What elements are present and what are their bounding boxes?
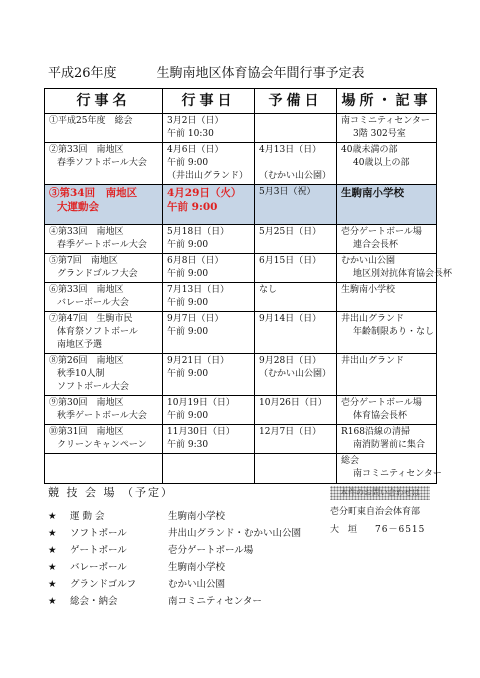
cell-event-date	[163, 114, 255, 143]
cell-event-date	[163, 396, 255, 425]
event-date-line: 午前 9:00	[167, 240, 209, 250]
venue-label: 総会・納会	[70, 596, 118, 607]
venue-item	[48, 576, 225, 590]
venue-item	[48, 559, 225, 573]
reserve-date-line: 5月25日（日）	[259, 227, 322, 237]
event-name-line: ⑦第47回 生駒市民	[49, 314, 133, 324]
event-date-line: 3月2日（日）	[167, 116, 224, 126]
cell-reserve-date	[255, 425, 337, 454]
event-name-line: 大運動会	[57, 201, 99, 213]
star-icon: ★	[48, 596, 57, 607]
event-name-line: 南地区予選	[57, 340, 103, 350]
venues-title: 競 技 会 場 （予定）	[48, 486, 174, 499]
event-date-line: 午前 9:00	[167, 411, 209, 421]
table-row	[45, 425, 437, 454]
event-name-line: ソフトボール大会	[57, 382, 129, 392]
cell-event-date	[163, 283, 255, 312]
cell-event-name	[45, 114, 163, 143]
cell-event-date	[163, 354, 255, 396]
event-name-line: クリーンキャンペーン	[57, 440, 147, 450]
place-notes-line: 年齢制限あり・なし	[353, 327, 435, 337]
contact-org: 壱分町東自治会体育部	[330, 507, 421, 517]
schedule-title: 生駒南地区体育協会年間行事予定表	[156, 66, 365, 81]
event-name-line: ⑨第30回 南地区	[49, 398, 124, 408]
star-icon: ★	[48, 545, 57, 556]
reserve-date-line: 9月14日（日）	[259, 314, 322, 324]
contact-heading: 本件のお問い合わせは	[330, 486, 430, 500]
cell-place-notes	[337, 454, 442, 484]
reserve-date-line	[259, 157, 332, 170]
place-notes-line: 連合会長杯	[353, 240, 399, 250]
place-notes-line: 壱分ゲートボール場	[341, 227, 422, 237]
header-reserve-date: 予備日	[255, 89, 337, 114]
event-date-line: 午前 9:00	[167, 298, 209, 308]
cell-event-date	[163, 254, 255, 283]
cell-event-date	[163, 454, 255, 484]
event-date-line: 5月18日（日）	[167, 227, 230, 237]
table-row	[45, 396, 437, 425]
cell-reserve-date	[255, 143, 337, 185]
schedule-table	[44, 88, 453, 484]
venue-label: 運 動 会	[70, 511, 105, 522]
table-row	[45, 283, 437, 312]
table-row	[45, 454, 437, 484]
cell-place-notes	[337, 225, 437, 254]
event-date-line: 4月6日（日）	[167, 145, 224, 155]
place-notes-line: 南コミニティセンター	[353, 469, 442, 479]
venue-place: 生駒南小学校	[168, 562, 226, 573]
reserve-date-line: 12月7日（日）	[259, 427, 322, 437]
place-notes-line: 井出山グランド	[341, 314, 405, 324]
cell-event-date	[163, 143, 255, 185]
table-row	[45, 225, 437, 254]
event-name-line: 秋季ゲートボール大会	[57, 411, 147, 421]
place-notes-line: 生駒南小学校	[341, 187, 404, 199]
event-date-line: 午前 9:00	[167, 327, 209, 337]
venue-label: ゲートボール	[70, 545, 127, 556]
cell-place-notes	[337, 185, 437, 225]
cell-place-notes	[337, 283, 437, 312]
place-notes-line: 3階 302号室	[353, 129, 406, 139]
cell-place-notes	[337, 425, 437, 454]
reserve-date-line: なし	[259, 285, 278, 295]
event-date-line: 午前 9:00	[167, 369, 209, 379]
contact-phone: 76－6515	[375, 525, 426, 535]
cell-reserve-date	[255, 114, 337, 143]
venue-place: 生駒南小学校	[168, 511, 226, 522]
event-date-line: 11月30日（日）	[167, 427, 235, 437]
event-name-line	[49, 455, 158, 468]
place-notes-line: 40歳以上の部	[353, 158, 410, 168]
event-date-line: 午前 9:00	[167, 269, 209, 279]
reserve-date-line: （むかい山公園）	[259, 369, 332, 379]
place-notes-line: 40歳未満の部	[341, 145, 398, 155]
cell-place-notes	[337, 354, 437, 396]
cell-reserve-date	[255, 254, 337, 283]
event-date-line: （井出山グランド）	[167, 171, 249, 181]
header-event-name: 行事名	[45, 89, 163, 114]
cell-event-date	[163, 425, 255, 454]
event-name-line: グランドゴルフ大会	[57, 269, 138, 279]
event-name-line: ①平成25年度 総会	[49, 116, 133, 126]
cell-event-name	[45, 396, 163, 425]
cell-event-name	[45, 143, 163, 185]
event-date-line: 午前 10:30	[167, 129, 214, 139]
venue-place: 井出山グランド・むかい山公園	[168, 528, 302, 539]
event-date-line: 午前 9:30	[167, 440, 209, 450]
table-row	[45, 254, 437, 283]
event-date-line: 4月29日（火）	[167, 187, 242, 199]
cell-reserve-date	[255, 454, 337, 484]
event-name-line: バレーボール大会	[57, 298, 129, 308]
place-notes-line: 南消防署前に集合	[353, 440, 426, 450]
event-date-line: 10月19日（日）	[167, 398, 235, 408]
reserve-date-line: （むかい山公園）	[259, 171, 332, 181]
cell-event-name	[45, 454, 163, 484]
event-name-line: 体育祭ソフトボール	[57, 327, 138, 337]
document-title	[48, 62, 365, 81]
table-row	[45, 114, 437, 143]
event-name-line: ⑥第33回 南地区	[49, 285, 124, 295]
reserve-date-line	[259, 455, 332, 468]
reserve-date-line: 4月13日（日）	[259, 145, 322, 155]
cell-place-notes	[337, 114, 437, 143]
venue-place: むかい山公園	[168, 579, 226, 590]
event-date-line: 6月8日（日）	[167, 256, 224, 266]
event-name-line: 春季ソフトボール大会	[57, 158, 147, 168]
event-date-line: 9月7日（日）	[167, 314, 224, 324]
venue-label: バレーボール	[70, 562, 127, 573]
cell-reserve-date	[255, 396, 337, 425]
venue-item	[48, 525, 301, 539]
reserve-date-line: 5月3日（祝）	[259, 187, 316, 197]
cell-event-name	[45, 283, 163, 312]
cell-reserve-date	[255, 312, 337, 354]
cell-place-notes	[337, 396, 437, 425]
venue-item	[48, 508, 225, 522]
cell-event-name	[45, 425, 163, 454]
place-notes-line: R168沿線の清掃	[341, 427, 410, 437]
place-notes-line: 地区別対抗体育協会長杯	[353, 269, 453, 279]
cell-event-name	[45, 185, 163, 225]
cell-event-name	[45, 254, 163, 283]
event-date-line	[167, 455, 250, 468]
place-notes-line: 南コミニティセンター	[341, 116, 430, 126]
venue-place: 壱分ゲートボール場	[168, 545, 254, 556]
event-name-line: 秋季10人制	[57, 369, 105, 379]
cell-event-date	[163, 312, 255, 354]
place-notes-line: 壱分ゲートボール場	[341, 398, 422, 408]
reserve-date-line	[259, 115, 332, 128]
event-name-line: ⑧第26回 南地区	[49, 356, 124, 366]
cell-place-notes	[337, 143, 437, 185]
header-event-date: 行事日	[163, 89, 255, 114]
event-date-line: 9月21日（日）	[167, 356, 230, 366]
venue-label: ソフトボール	[70, 528, 127, 539]
star-icon: ★	[48, 579, 57, 590]
event-name-line: ⑩第31回 南地区	[49, 427, 124, 437]
table-row	[45, 185, 437, 225]
place-notes-line: 体育協会長杯	[353, 411, 408, 421]
place-notes-line: むかい山公園	[341, 256, 396, 266]
event-name-line: ②第33回 南地区	[49, 145, 124, 155]
cell-event-name	[45, 225, 163, 254]
event-date-line: 午前 9:00	[167, 201, 218, 213]
cell-place-notes	[337, 254, 453, 283]
table-row	[45, 143, 437, 185]
star-icon: ★	[48, 511, 57, 522]
cell-place-notes	[337, 312, 437, 354]
header-row	[45, 89, 437, 114]
header-place-notes: 場所・記事	[337, 89, 437, 114]
contact-person: 大 垣	[330, 525, 358, 535]
cell-reserve-date	[255, 354, 337, 396]
event-name-line: ④第33回 南地区	[49, 227, 124, 237]
cell-event-date	[163, 185, 255, 225]
event-date-line: 午前 9:00	[167, 158, 209, 168]
place-notes-line: 生駒南小学校	[341, 285, 396, 295]
cell-event-name	[45, 312, 163, 354]
place-notes-line: 総会	[341, 456, 360, 466]
schedule-rows	[45, 114, 453, 484]
fiscal-year: 平成26年度	[48, 66, 117, 81]
cell-event-name	[45, 354, 163, 396]
place-notes-line: 井出山グランド	[341, 356, 405, 366]
venue-item	[48, 593, 262, 607]
cell-event-date	[163, 225, 255, 254]
table-row	[45, 354, 437, 396]
venue-label: グランドゴルフ	[70, 579, 137, 590]
event-name-line: 春季ゲートボール大会	[57, 240, 147, 250]
star-icon: ★	[48, 528, 57, 539]
event-date-line: 7月13日（日）	[167, 285, 230, 295]
event-name-line: ③第34回 南地区	[49, 187, 138, 199]
reserve-date-line: 6月15日（日）	[259, 256, 322, 266]
reserve-date-line: 9月28日（日）	[259, 356, 322, 366]
venue-place: 南コミニティセンター	[168, 596, 262, 607]
contact-line	[330, 522, 425, 535]
cell-reserve-date	[255, 185, 337, 225]
table-row	[45, 312, 437, 354]
star-icon: ★	[48, 562, 57, 573]
event-name-line: ⑤第7回 南地区	[49, 256, 118, 266]
reserve-date-line: 10月26日（日）	[259, 398, 327, 408]
cell-reserve-date	[255, 225, 337, 254]
cell-reserve-date	[255, 283, 337, 312]
venue-item	[48, 542, 253, 556]
